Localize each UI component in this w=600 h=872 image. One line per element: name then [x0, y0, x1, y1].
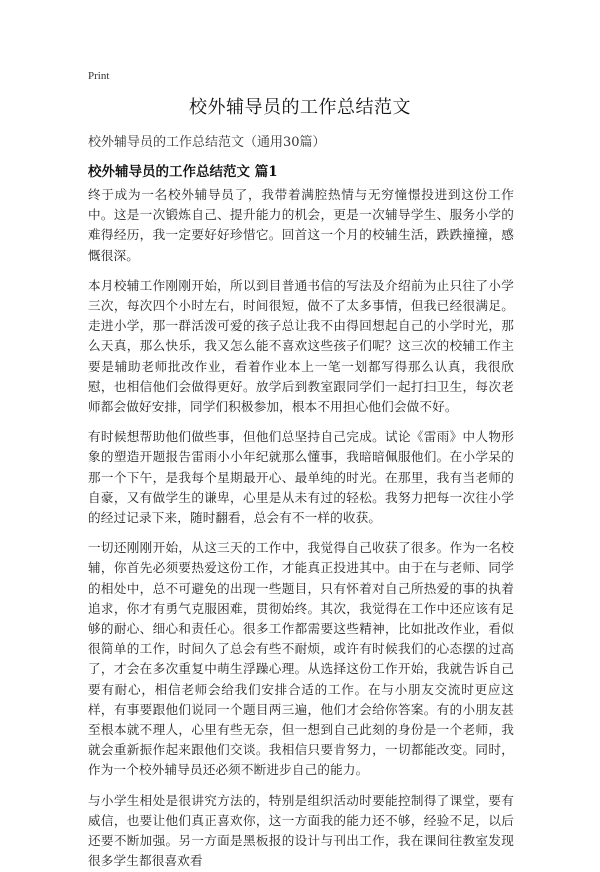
print-label: Print — [88, 70, 110, 82]
paragraph-3: 有时候想帮助他们做些事，但他们总坚持自己完成。试论《雷雨》中人物形象的塑造开题报告雷雨小小年纪就那么懂事，我暗暗佩服他们。在小学呆的那一个下午，是我每个星期最开心、最单纯的时光。在那里，我有当老师的自豪，又有做学生的谦卑，心里是从未有过的轻松。我努力把每一次往小学的经过记录下来，随时翻看，总会有不一样的收获。 — [88, 429, 514, 526]
page-title: 校外辅导员的工作总结范文 — [189, 97, 411, 118]
article-body — [88, 185, 514, 869]
document-subtitle: 校外辅导员的工作总结范文（通用30篇） — [88, 135, 326, 150]
paragraph-5: 与小学生相处是很讲究方法的，特别是组织活动时要能控制得了课堂，要有威信，也要让他们真正喜欢你，这一方面我的能力还不够，经验不足，以后还要不断加强。另一方面是黑板报的设计与刊出工作，我在课间往教室发现很多学生都很喜欢看 — [88, 792, 514, 869]
section-heading: 校外辅导员的工作总结范文 篇1 — [88, 164, 278, 180]
paragraph-2: 本月校辅工作刚刚开始，所以到目普通书信的写法及介绍前为止只往了小学三次，每次四个小时左右，时间很短，做不了太多事情，但我已经很满足。走进小学，那一群活泼可爱的孩子总让我不由得回想起自己的小学时光，那么天真，那么快乐，我又怎么能不喜欢这些孩子们呢？这三次的校辅工作主要是辅助老师批改作业，看着作业本上一笔一划都写得那么认真，我很欣慰，也相信他们会做得更好。放学后到教室跟同学们一起打扫卫生，每次老师都会做好安排，同学们积极参加，根本不用担心他们会做不好。 — [88, 277, 514, 415]
paragraph-4: 一切还刚刚开始，从这三天的工作中，我觉得自己收获了很多。作为一名校辅，你首先必须要热爱这份工作，才能真正投进其中。由于在与老师、同学的相处中，总不可避免的出现一些题目，只有怀着对自己所热爱的事的执着追求，你才有勇气克服困难，贯彻始终。其次，我觉得在工作中还应该有足够的耐心、细心和责任心。很多工作都需要这些精神，比如批改作业，看似很简单的工作，时间久了总会有些不耐烦，或许有时候我们的心态摆的过高了，才会在多次重复中萌生浮躁心理。从选择这份工作开始，我就告诉自己要有耐心，相信老师会给我们安排合适的工作。在与小朋友交流时更应这样，有事要跟他们说同一个题目两三遍，他们才会给你答案。有的小朋友甚至根本就不理人，心里有些无奈，但一想到自己此刻的身份是一个老师，我就会重新振作起来跟他们交谈。我相信只要肯努力，一切都能改变。同时，作为一个校外辅导员还必须不断进步自己的能力。 — [88, 540, 514, 778]
paragraph-1: 终于成为一名校外辅导员了，我带着满腔热情与无穷憧憬投进到这份工作中。这是一次锻炼自己、提升能力的机会，更是一次辅导学生、服务小学的难得经历，我一定要好好珍惜它。回首这一个月的校辅生活，跌跌撞撞，感慨很深。 — [88, 187, 514, 263]
